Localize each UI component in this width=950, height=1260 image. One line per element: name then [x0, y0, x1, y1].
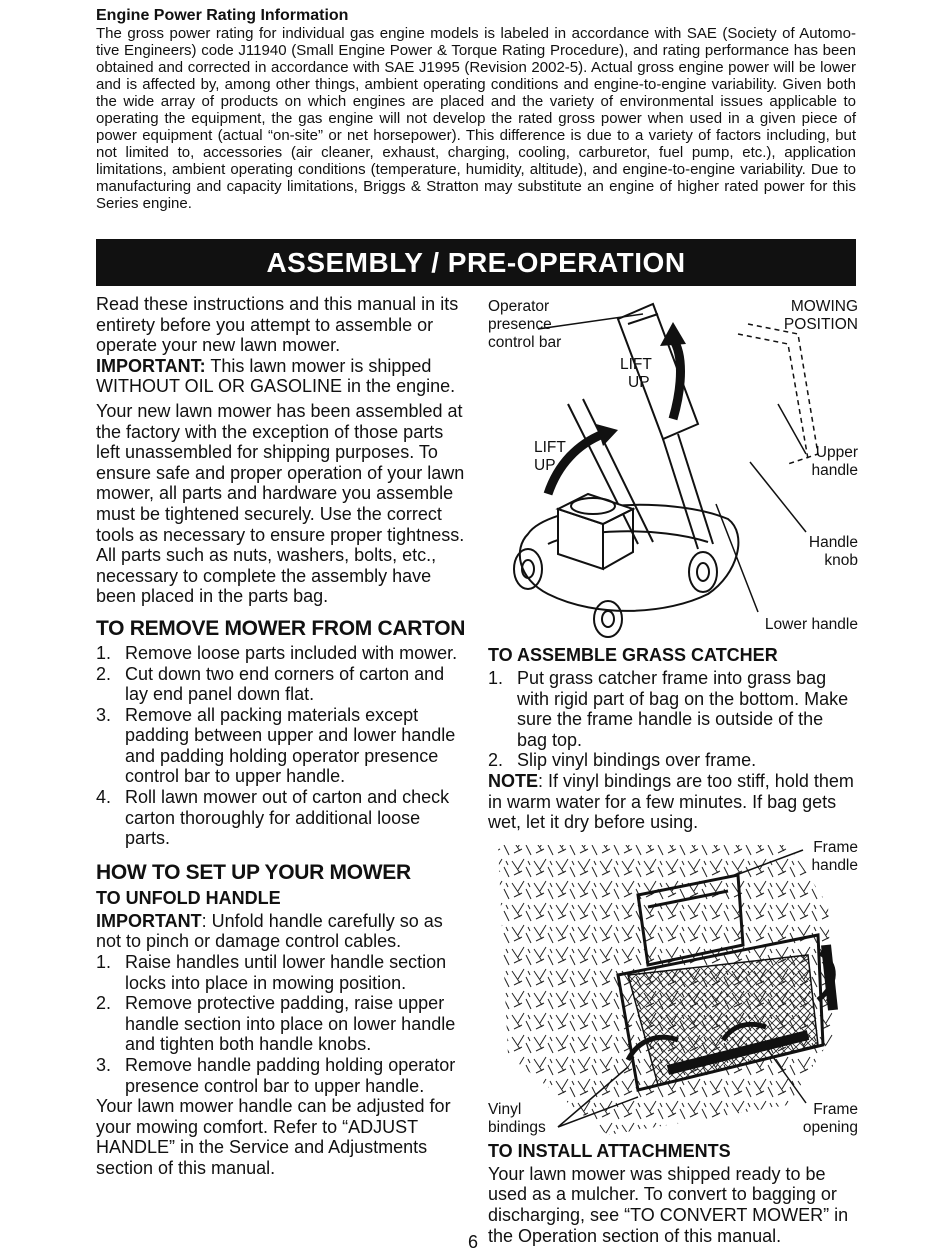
up-label-upper: UP	[628, 374, 650, 391]
step-number: 1.	[96, 952, 112, 973]
handle-adjust-paragraph: Your lawn mower handle can be adjusted for your mowing comfort. Refer to “ADJUST HANDLE” in the Service and Adjustments section of this manual.	[96, 1096, 451, 1178]
list-item	[96, 705, 466, 787]
important-text: This lawn mower is shipped WITHOUT OIL OR GASOLINE in the engine.	[96, 355, 456, 397]
list-item	[488, 750, 858, 771]
step-number: 2.	[488, 750, 504, 771]
engine-rating-heading: Engine Power Rating Information	[96, 7, 349, 24]
remove-carton-heading: TO REMOVE MOWER FROM CARTON	[96, 616, 466, 640]
section-banner: ASSEMBLY / PRE-OPERATION	[96, 239, 856, 286]
list-item	[96, 664, 466, 705]
unfold-handle-steps	[96, 952, 466, 1096]
step-number: 2.	[96, 663, 112, 684]
setup-heading: HOW TO SET UP YOUR MOWER	[96, 860, 411, 884]
knob-label: knob	[824, 552, 858, 569]
step-text: Remove protective padding, raise upper handle section into place on lower handle and tighten both handle knobs.	[125, 993, 456, 1055]
operator-label: Operator	[488, 298, 550, 315]
list-item	[488, 668, 858, 750]
assembly-paragraph: Your new lawn mower has been assembled at the factory with the exception of those parts left unassembled for shipping purposes. To ensure safe and proper operation of your lawn mower, all parts and hardware you assemble must be tightened securely. Use the correct tools as necessary to ensure proper tightness. All parts such as nuts, washers, bolts, etc., necessary to complete the assembly have been placed in the parts bag.	[96, 400, 465, 607]
step-text: Roll lawn mower out of carton and check carton thoroughly for additional loose parts.	[125, 787, 450, 849]
remove-carton-steps	[96, 643, 466, 849]
mower-handle-figure	[488, 294, 858, 640]
list-item	[96, 1055, 466, 1096]
bindings-label: bindings	[488, 1118, 546, 1136]
lower-handle-label: Lower handle	[764, 616, 858, 633]
note-label: NOTE	[488, 770, 539, 791]
vinyl-label: Vinyl	[488, 1100, 522, 1118]
upper-handle-label: handle	[811, 462, 858, 479]
right-column	[488, 294, 858, 1250]
step-number: 1.	[488, 668, 504, 688]
attachments-heading: TO INSTALL ATTACHMENTS	[488, 1140, 731, 1161]
list-item	[96, 993, 466, 1055]
step-text: Put grass catcher frame into grass bag with rigid part of bag on the bottom. Make sure the frame handle is outside of the bag top.	[517, 668, 849, 750]
grass-catcher-steps	[488, 668, 858, 771]
important-label: IMPORTANT	[96, 910, 202, 931]
step-text: Remove handle padding holding operator presence control bar to upper handle.	[125, 1055, 456, 1096]
lift-label-upper: LIFT	[620, 356, 652, 373]
opening-label: opening	[802, 1118, 858, 1136]
frame-opening-label: Frame	[813, 1100, 858, 1118]
frame-label: Frame	[813, 838, 858, 856]
step-number: 1.	[96, 642, 112, 663]
step-text: Raise handles until lower handle section locks into place in mowing position.	[125, 952, 447, 993]
unfold-handle-heading: TO UNFOLD HANDLE	[96, 887, 281, 908]
up-label-lower: UP	[534, 457, 556, 474]
step-number: 4.	[96, 787, 112, 808]
list-item	[96, 952, 466, 993]
position-label: POSITION	[783, 316, 858, 333]
mowing-label: MOWING	[790, 298, 858, 315]
frame-handle-label: handle	[811, 856, 858, 874]
step-text: Remove all packing materials except padding between upper and lower handle and padding holding operator presence control bar to upper handle.	[125, 704, 456, 787]
handle-label: Handle	[808, 534, 858, 551]
step-text: Cut down two end corners of carton and lay end panel down flat.	[125, 663, 445, 705]
upper-label: Upper	[815, 444, 858, 461]
step-number: 3.	[96, 704, 112, 725]
grass-catcher-figure	[488, 835, 858, 1140]
step-number: 2.	[96, 993, 112, 1014]
note-text: : If vinyl bindings are too stiff, hold them in warm water for a few minutes. If bag gets wet, let it dry before using.	[488, 770, 854, 833]
grass-catcher-heading: TO ASSEMBLE GRASS CATCHER	[488, 645, 778, 665]
list-item	[96, 787, 466, 849]
list-item	[96, 643, 466, 664]
unfold-important-note	[96, 911, 466, 952]
intro-paragraph: Read these instructions and this manual in its entirety before you attempt to assemble or operate your new lawn mower.	[96, 294, 459, 356]
lift-label-lower: LIFT	[534, 439, 566, 456]
control-bar-label: control bar	[488, 334, 562, 351]
presence-label: presence	[488, 316, 552, 333]
attachments-paragraph: Your lawn mower was shipped ready to be used as a mulcher. To convert to bagging or discharging, see “TO CONVERT MOWER” in the Operation section of this manual.	[488, 1163, 849, 1246]
grass-catcher-illustration	[488, 835, 858, 1140]
important-label: IMPORTANT:	[96, 355, 206, 376]
step-number: 3.	[96, 1055, 112, 1075]
step-text: Remove loose parts included with mower.	[125, 642, 458, 663]
engine-rating-section	[96, 6, 856, 212]
left-column	[96, 294, 466, 1183]
engine-rating-body: The gross power rating for individual gas engine models is labeled in accordance with SAE (Society of Automo-tive Engineers) code J11940 (Small Engine Power & Torque Rating Procedure), and rating performance has been obtained and corrected in accordance with SAE J1995 (Revision 2002-5). Actual gross engine power will be lower and is affected by, among other things, ambient operating conditions and engine-to-engine variability. Given both the wide array of products on which engines are placed and the variety of environmental issues applicable to operating the equipment, the gas engine will not develop the rated gross power when used in a given piece of power equipment (actual “on-site” or net horsepower). This difference is due to a variety of factors including, but not limited to, accessories (air cleaner, exhaust, charging, cooling, carburetor, fuel pump, etc.), application limitations, ambient operating conditions (temperature, humidity, altitude), and engine-to-engine variability. Due to manufacturing and capacity limitations, Briggs & Stratton may substitute an engine of higher rated power for this Series engine.	[96, 25, 856, 212]
note-paragraph	[488, 771, 858, 833]
page-number: 6	[468, 1232, 479, 1252]
important-note	[96, 356, 466, 397]
important-text: : Unfold handle carefully so as not to pinch or damage control cables.	[96, 910, 443, 952]
step-text: Slip vinyl bindings over frame.	[517, 750, 757, 771]
